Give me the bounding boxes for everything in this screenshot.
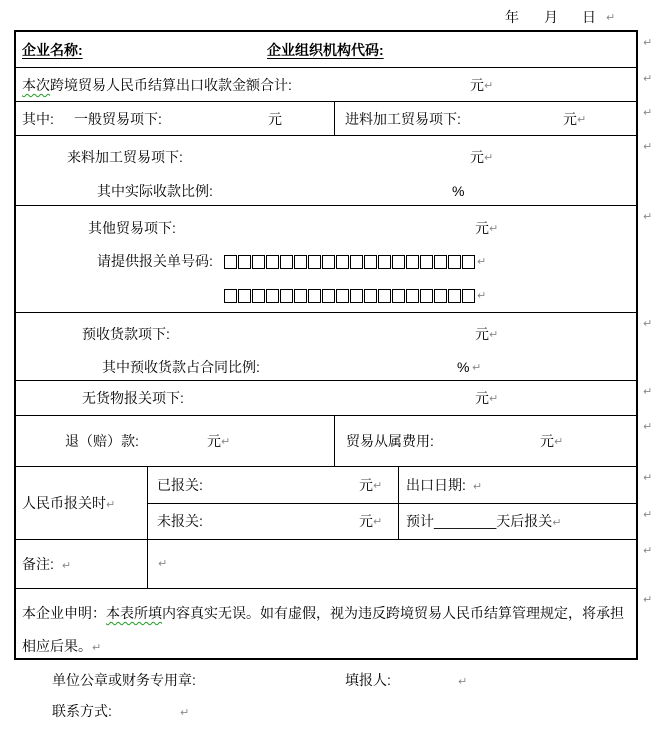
remarks-label-text: 备注: [22, 556, 54, 572]
row-other-trade [16, 206, 636, 313]
declaration-number-box[interactable] [350, 289, 363, 303]
unit-yuan-label: 元 [470, 77, 484, 93]
declared-cell [148, 467, 398, 504]
row-company-header [16, 32, 636, 68]
return-mark-icon: ↵ [61, 559, 72, 572]
declaration-number-box[interactable] [294, 289, 307, 303]
expected-suffix-label: 天后报关 [496, 513, 553, 529]
export-date-cell [399, 467, 636, 504]
declaration-number-box[interactable] [294, 255, 307, 269]
declaration-number-box[interactable] [378, 289, 391, 303]
declaration-number-box[interactable] [322, 255, 335, 269]
org-code-label: 企业组织机构代码: [267, 42, 384, 58]
remarks-label-cell [16, 540, 148, 588]
expected-days-line [406, 512, 562, 530]
declaration-number-box[interactable] [406, 289, 419, 303]
return-mark-icon: ↵ [643, 471, 653, 484]
other-trade-label: 其他贸易项下: [88, 220, 176, 236]
statement-after-text: 内容真实无误。如有虚假，视为违反跨境贸易人民币结算管理规定，将承担相应后果。 [22, 605, 624, 654]
return-mark-icon: ↵ [643, 593, 653, 606]
return-mark-icon: ↵ [373, 479, 383, 492]
among-which-label: 其中: [22, 111, 54, 127]
export-date-label [406, 476, 482, 494]
row-trade-breakdown [16, 102, 636, 136]
import-processing-cell [335, 102, 636, 135]
declaration-number-box[interactable] [238, 255, 251, 269]
general-trade-label: 一般贸易项下: [74, 111, 162, 127]
expected-prefix-label: 预计 [406, 513, 434, 529]
unit-yuan-label: 元 [475, 326, 489, 342]
unit-yuan-label: 元 [475, 390, 489, 406]
return-mark-icon: ↵ [373, 515, 383, 528]
unit-yuan-label: 元 [359, 513, 373, 529]
return-mark-icon: ↵ [643, 106, 653, 119]
declaration-number-box[interactable] [392, 289, 405, 303]
return-mark-icon: ↵ [477, 255, 487, 268]
return-mark-icon: ↵ [180, 706, 190, 719]
advance-ratio-label: 其中预收货款占合同比例: [102, 359, 260, 375]
declaration-number-box[interactable] [420, 289, 433, 303]
declaration-number-box[interactable] [378, 255, 391, 269]
declaration-number-box[interactable] [336, 289, 349, 303]
rmb-customs-cell [16, 467, 148, 539]
year-label: 年 [505, 9, 519, 25]
declaration-number-box[interactable] [308, 289, 321, 303]
return-mark-icon: ↵ [577, 113, 587, 126]
return-mark-icon: ↵ [643, 36, 653, 49]
unit-yuan-label: 元 [475, 220, 489, 236]
unit-percent-label: % [452, 183, 465, 199]
row-no-goods [16, 381, 636, 416]
undeclared-label: 未报关: [157, 513, 203, 529]
undeclared-cell [148, 504, 398, 539]
return-mark-icon: ↵ [643, 508, 653, 521]
return-mark-icon: ↵ [643, 140, 653, 153]
supplied-processing-label: 来料加工贸易项下: [67, 149, 183, 165]
day-label: 日 [582, 9, 596, 25]
return-mark-icon: ↵ [472, 361, 482, 374]
return-mark-icon: ↵ [92, 641, 102, 654]
trade-fees-label: 贸易从属费用: [346, 433, 434, 449]
fill-in-blank[interactable]: ________ [434, 513, 497, 529]
return-mark-icon: ↵ [489, 222, 499, 235]
import-processing-label: 进料加工贸易项下: [345, 111, 461, 127]
declaration-number-box[interactable] [364, 255, 377, 269]
return-mark-icon: ↵ [552, 516, 562, 529]
return-mark-icon: ↵ [484, 79, 494, 92]
declaration-number-box[interactable] [434, 289, 447, 303]
statement-before-text: 本企业申明： [22, 605, 106, 621]
return-mark-icon: ↵ [554, 435, 564, 448]
form-table [14, 30, 638, 660]
seal-label: 单位公章或财务专用章: [52, 672, 196, 688]
declaration-number-box[interactable] [350, 255, 363, 269]
trade-fees-cell [335, 416, 636, 466]
return-mark-icon: ↵ [643, 385, 653, 398]
company-name-label: 企业名称: [22, 42, 83, 58]
row-remarks [16, 540, 636, 589]
statement-text [22, 597, 628, 663]
general-trade-cell [16, 102, 335, 135]
row-refund-fees [16, 416, 636, 467]
declaration-number-box[interactable] [364, 289, 377, 303]
declaration-number-box[interactable] [462, 289, 475, 303]
row-rmb-customs [16, 467, 636, 540]
declaration-number-box[interactable] [434, 255, 447, 269]
unit-yuan-label: 元 [268, 111, 282, 127]
spellcheck-text: 本次 [22, 77, 50, 93]
return-mark-icon: ↵ [643, 420, 653, 433]
return-mark-icon: ↵ [489, 328, 499, 341]
declaration-number-box[interactable] [252, 289, 265, 303]
advance-payment-label: 预收货款项下: [82, 326, 170, 342]
declaration-number-box[interactable] [280, 289, 293, 303]
declared-label: 已报关: [157, 477, 203, 493]
return-mark-icon: ↵ [106, 498, 116, 511]
declaration-number-box[interactable] [266, 289, 279, 303]
declaration-number-box[interactable] [392, 255, 405, 269]
rmb-customs-label-text: 人民币报关时 [22, 495, 106, 511]
month-label: 月 [544, 9, 558, 25]
return-mark-icon: ↵ [643, 210, 653, 223]
refund-cell [16, 416, 335, 466]
declaration-number-box[interactable] [224, 289, 237, 303]
return-mark-icon: ↵ [643, 317, 653, 330]
return-mark-icon: ↵ [643, 544, 653, 557]
return-mark-icon: ↵ [221, 435, 231, 448]
return-mark-icon: ↵ [643, 72, 653, 85]
declaration-number-box[interactable] [336, 255, 349, 269]
total-amount-label [22, 76, 292, 94]
remarks-label [22, 555, 71, 573]
unit-percent-label: % [457, 359, 470, 375]
customs-number-label: 请提供报关单号码: [97, 253, 213, 269]
spellcheck-text: 本表所填 [106, 605, 162, 621]
declaration-number-box[interactable] [420, 255, 433, 269]
declaration-number-box[interactable] [406, 255, 419, 269]
row-statement [16, 589, 636, 658]
declaration-number-box[interactable] [266, 255, 279, 269]
no-goods-label: 无货物报关项下: [82, 390, 184, 406]
declaration-number-box[interactable] [322, 289, 335, 303]
export-date-label-text: 出口日期: [406, 477, 466, 493]
customs-number-boxes-line1 [224, 252, 476, 270]
return-mark-icon: ↵ [489, 392, 499, 405]
refund-label: 退（赔）款: [65, 433, 139, 449]
row-total-amount [16, 68, 636, 102]
declaration-number-box[interactable] [252, 255, 265, 269]
return-mark-icon: ↵ [472, 480, 483, 493]
declaration-number-box[interactable] [224, 255, 237, 269]
unit-yuan-label: 元 [359, 477, 373, 493]
customs-number-boxes-line2 [224, 286, 476, 304]
row-supplied-processing [16, 136, 636, 206]
row-advance-payment [16, 313, 636, 381]
remarks-value-cell[interactable] [148, 540, 636, 588]
unit-yuan-label: 元 [207, 433, 221, 449]
filler-label: 填报人: [345, 672, 391, 688]
return-mark-icon: ↵ [477, 289, 487, 302]
contact-label: 联系方式: [52, 703, 112, 719]
declaration-number-box[interactable] [448, 289, 461, 303]
declared-column [148, 467, 399, 539]
unit-yuan-label: 元 [470, 149, 484, 165]
actual-ratio-label: 其中实际收款比例: [97, 183, 213, 199]
rmb-customs-label [22, 494, 115, 512]
export-date-column [399, 467, 636, 539]
return-mark-icon: ↵ [484, 151, 494, 164]
declaration-number-box[interactable] [280, 255, 293, 269]
return-mark-icon: ↵ [606, 11, 616, 24]
total-amount-label-text: 跨境贸易人民币结算出口收款金额合计: [50, 77, 292, 93]
declaration-number-box[interactable] [238, 289, 251, 303]
return-mark-icon: ↵ [158, 557, 168, 570]
declaration-number-box[interactable] [308, 255, 321, 269]
expected-days-cell [399, 504, 636, 539]
unit-yuan-label: 元 [563, 111, 577, 127]
declaration-number-box[interactable] [448, 255, 461, 269]
declaration-number-box[interactable] [462, 255, 475, 269]
unit-yuan-label: 元 [540, 433, 554, 449]
return-mark-icon: ↵ [458, 675, 468, 688]
